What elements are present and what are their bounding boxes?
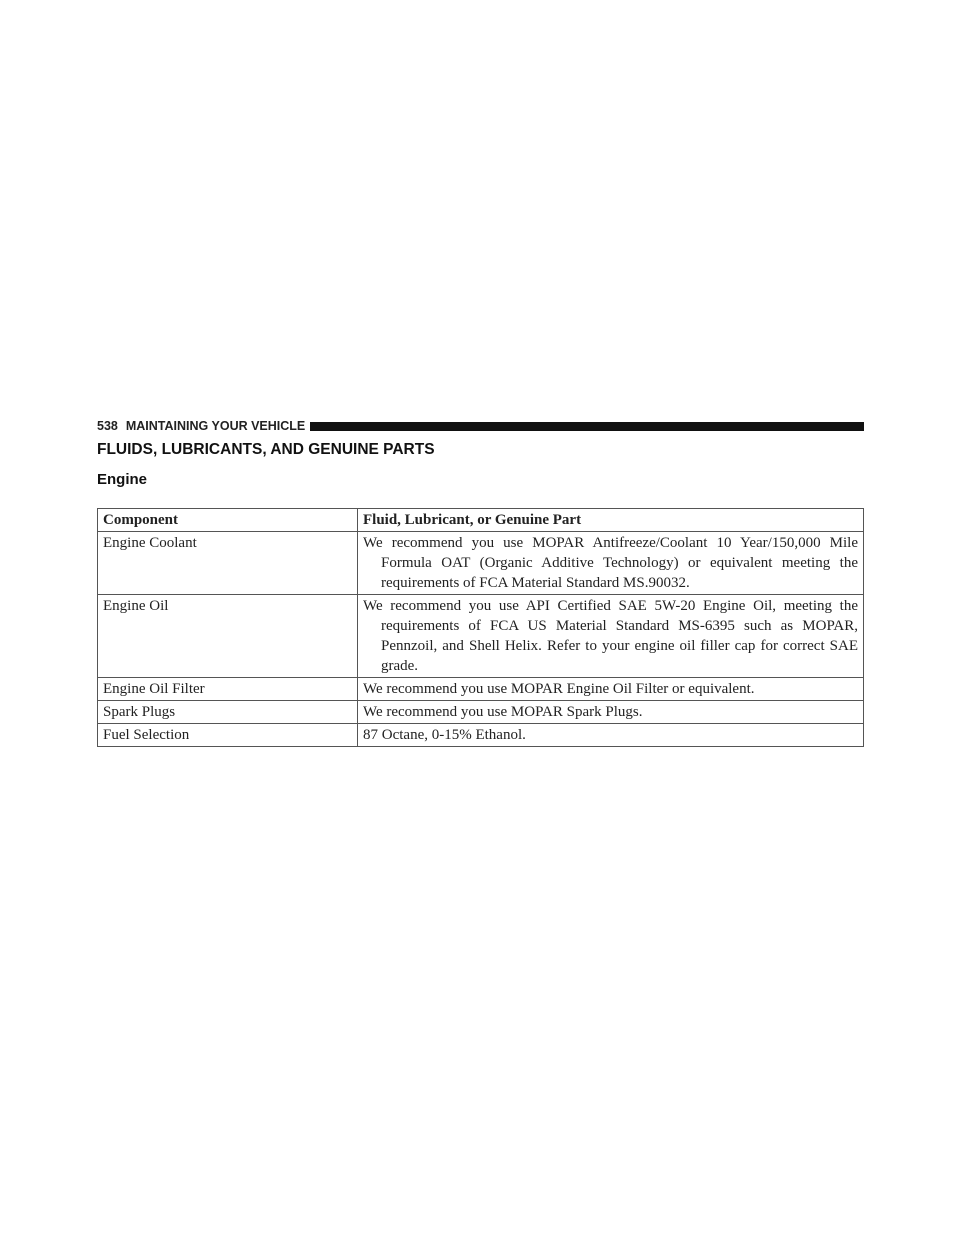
column-header-part: Fluid, Lubricant, or Genuine Part bbox=[358, 509, 864, 532]
part-text: 87 Octane, 0-15% Ethanol. bbox=[363, 727, 526, 743]
component-cell: Engine Oil bbox=[98, 595, 358, 678]
table-row bbox=[98, 678, 864, 701]
fluids-table bbox=[97, 508, 864, 747]
section-name: MAINTAINING YOUR VEHICLE bbox=[125, 419, 306, 433]
component-cell: Engine Coolant bbox=[98, 532, 358, 595]
part-cell bbox=[358, 724, 864, 747]
page-number: 538 bbox=[97, 419, 118, 433]
table-header-row bbox=[98, 509, 864, 532]
part-text: We recommend you use API Certified SAE 5W-20 Engine Oil, meeting the requirements of FCA US Material Standard MS-6395 such as MOPAR, Pennzoil, and Shell Helix. Refer to your engine oil filler cap for correct SAE grade. bbox=[363, 598, 858, 674]
table-row bbox=[98, 724, 864, 747]
part-text: We recommend you use MOPAR Engine Oil Filter or equivalent. bbox=[363, 681, 755, 697]
section-heading: FLUIDS, LUBRICANTS, AND GENUINE PARTS bbox=[97, 441, 435, 458]
column-header-component: Component bbox=[98, 509, 358, 532]
table-row bbox=[98, 532, 864, 595]
header-rule bbox=[310, 422, 864, 431]
part-text: We recommend you use MOPAR Antifreeze/Coolant 10 Year/150,000 Mile Formula OAT (Organic Additive Technology) or equivalent meeting the requirements of FCA Material Standard MS.90032. bbox=[363, 535, 858, 591]
component-cell: Engine Oil Filter bbox=[98, 678, 358, 701]
page-header bbox=[97, 418, 864, 434]
part-cell bbox=[358, 532, 864, 595]
component-cell: Spark Plugs bbox=[98, 701, 358, 724]
table-row bbox=[98, 701, 864, 724]
part-cell bbox=[358, 595, 864, 678]
sub-heading: Engine bbox=[97, 471, 148, 488]
table-row bbox=[98, 595, 864, 678]
part-cell bbox=[358, 678, 864, 701]
part-text: We recommend you use MOPAR Spark Plugs. bbox=[363, 704, 643, 720]
part-cell bbox=[358, 701, 864, 724]
component-cell: Fuel Selection bbox=[98, 724, 358, 747]
